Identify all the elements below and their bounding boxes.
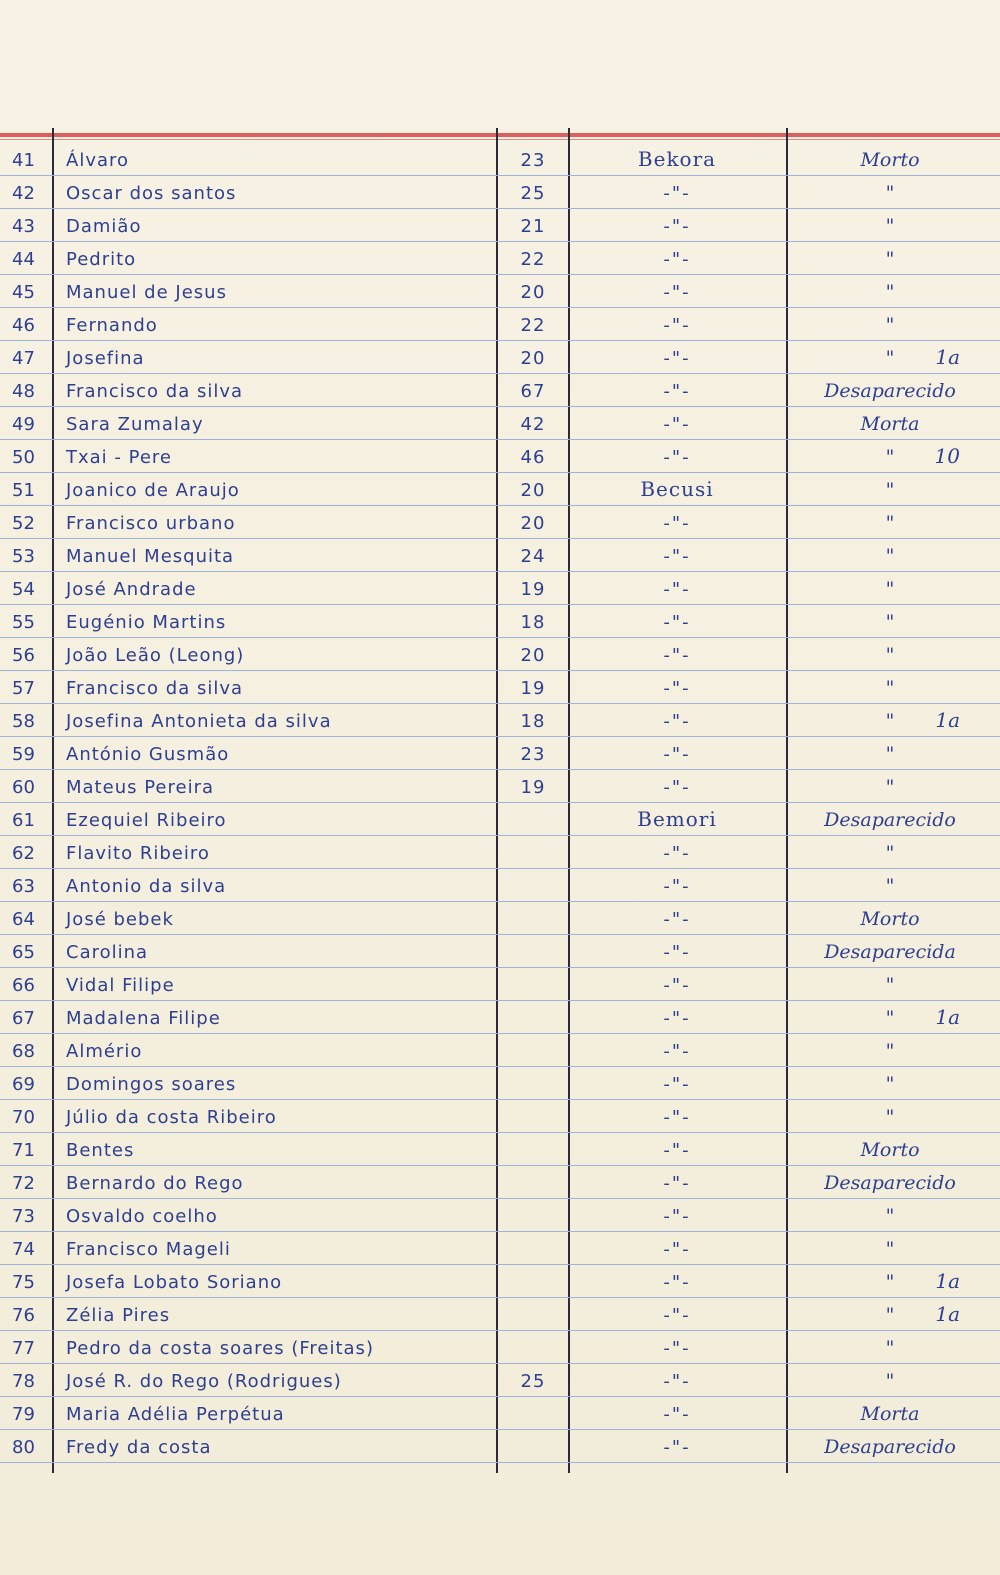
person-name: Bentes xyxy=(66,1140,135,1161)
row-note: 1a xyxy=(935,1005,960,1029)
row-number: 76 xyxy=(12,1305,35,1326)
table-row xyxy=(0,143,1000,176)
table-row xyxy=(0,1331,1000,1364)
table-row xyxy=(0,869,1000,902)
place-name: -"- xyxy=(663,381,691,402)
person-name: Eugénio Martins xyxy=(66,612,227,633)
person-name: Pedrito xyxy=(66,249,137,270)
person-age: 20 xyxy=(520,513,546,534)
status-text: " xyxy=(885,1271,895,1293)
person-name: Josefina Antonieta da silva xyxy=(66,711,332,732)
table-row xyxy=(0,968,1000,1001)
person-name: Francisco da silva xyxy=(66,678,244,699)
person-age: 67 xyxy=(520,381,546,402)
place-name: Bemori xyxy=(637,807,717,831)
status-text: " xyxy=(885,1073,895,1095)
status-text: " xyxy=(885,314,895,336)
person-name: Madalena Filipe xyxy=(66,1008,221,1029)
row-number: 62 xyxy=(12,843,35,864)
place-name: -"- xyxy=(663,876,691,897)
place-name: -"- xyxy=(663,942,691,963)
table-row xyxy=(0,1100,1000,1133)
status-text: Desaparecido xyxy=(824,1436,956,1458)
place-name: -"- xyxy=(663,843,691,864)
status-text: Desaparecida xyxy=(824,941,956,963)
row-note: 1a xyxy=(935,1269,960,1293)
row-number: 46 xyxy=(12,315,35,336)
row-note: 1a xyxy=(935,708,960,732)
place-name: -"- xyxy=(663,447,691,468)
row-number: 73 xyxy=(12,1206,35,1227)
person-age: 20 xyxy=(520,480,546,501)
table-row xyxy=(0,1067,1000,1100)
status-text: " xyxy=(885,743,895,765)
person-name: Francisco urbano xyxy=(66,513,236,534)
person-age: 19 xyxy=(520,678,546,699)
place-name: -"- xyxy=(663,1206,691,1227)
header-rule xyxy=(0,133,1000,137)
person-name: Pedro da costa soares (Freitas) xyxy=(66,1338,374,1359)
table-row xyxy=(0,1430,1000,1463)
place-name: -"- xyxy=(663,1404,691,1425)
status-text: " xyxy=(885,644,895,666)
status-text: " xyxy=(885,1370,895,1392)
table-row xyxy=(0,1298,1000,1331)
place-name: -"- xyxy=(663,678,691,699)
table-row xyxy=(0,407,1000,440)
person-age: 25 xyxy=(520,1371,546,1392)
row-number: 53 xyxy=(12,546,35,567)
person-age: 20 xyxy=(520,645,546,666)
person-name: Francisco Mageli xyxy=(66,1239,231,1260)
table-row xyxy=(0,275,1000,308)
status-text: " xyxy=(885,1007,895,1029)
person-name: João Leão (Leong) xyxy=(66,645,245,666)
place-name: -"- xyxy=(663,216,691,237)
place-name: Becusi xyxy=(640,477,714,501)
person-age: 21 xyxy=(520,216,546,237)
row-number: 66 xyxy=(12,975,35,996)
person-name: Osvaldo coelho xyxy=(66,1206,218,1227)
row-number: 60 xyxy=(12,777,35,798)
row-number: 54 xyxy=(12,579,35,600)
status-text: " xyxy=(885,446,895,468)
person-name: Domingos soares xyxy=(66,1074,237,1095)
row-number: 41 xyxy=(12,150,35,171)
table-row xyxy=(0,1397,1000,1430)
table-row xyxy=(0,539,1000,572)
table-row xyxy=(0,1166,1000,1199)
person-age: 19 xyxy=(520,777,546,798)
person-name: Antonio da silva xyxy=(66,876,227,897)
table-row xyxy=(0,1364,1000,1397)
row-number: 42 xyxy=(12,183,35,204)
person-name: Fernando xyxy=(66,315,158,336)
status-text: " xyxy=(885,1106,895,1128)
table-row xyxy=(0,1265,1000,1298)
place-name: -"- xyxy=(663,348,691,369)
person-age: 20 xyxy=(520,348,546,369)
person-age: 25 xyxy=(520,183,546,204)
status-text: " xyxy=(885,248,895,270)
row-number: 59 xyxy=(12,744,35,765)
status-text: Morto xyxy=(860,1139,920,1161)
person-age: 23 xyxy=(520,744,546,765)
person-name: Manuel de Jesus xyxy=(66,282,227,303)
table-row xyxy=(0,209,1000,242)
table-row xyxy=(0,440,1000,473)
status-text: Morta xyxy=(860,1403,920,1425)
person-name: José R. do Rego (Rodrigues) xyxy=(66,1371,342,1392)
row-number: 65 xyxy=(12,942,35,963)
person-name: Fredy da costa xyxy=(66,1437,212,1458)
place-name: -"- xyxy=(663,777,691,798)
place-name: -"- xyxy=(663,612,691,633)
table-row xyxy=(0,308,1000,341)
row-number: 49 xyxy=(12,414,35,435)
person-name: Vidal Filipe xyxy=(66,975,175,996)
status-text: Morto xyxy=(860,149,920,171)
status-text: " xyxy=(885,479,895,501)
row-number: 58 xyxy=(12,711,35,732)
row-number: 77 xyxy=(12,1338,35,1359)
person-age: 22 xyxy=(520,315,546,336)
place-name: -"- xyxy=(663,744,691,765)
status-text: " xyxy=(885,1205,895,1227)
table-row xyxy=(0,803,1000,836)
person-name: Joanico de Araujo xyxy=(66,480,240,501)
row-number: 70 xyxy=(12,1107,35,1128)
place-name: -"- xyxy=(663,1305,691,1326)
person-name: Sara Zumalay xyxy=(66,414,204,435)
person-name: Josefina xyxy=(66,348,145,369)
row-number: 69 xyxy=(12,1074,35,1095)
person-name: Almério xyxy=(66,1041,143,1062)
table-row xyxy=(0,176,1000,209)
place-name: -"- xyxy=(663,711,691,732)
row-number: 44 xyxy=(12,249,35,270)
status-text: " xyxy=(885,611,895,633)
row-number: 63 xyxy=(12,876,35,897)
status-text: " xyxy=(885,875,895,897)
place-name: -"- xyxy=(663,1107,691,1128)
place-name: Bekora xyxy=(637,147,717,171)
person-name: Josefa Lobato Soriano xyxy=(66,1272,283,1293)
table-row xyxy=(0,473,1000,506)
person-name: Damião xyxy=(66,216,142,237)
person-name: Júlio da costa Ribeiro xyxy=(66,1107,277,1128)
ledger-rows xyxy=(0,143,1000,1463)
place-name: -"- xyxy=(663,645,691,666)
person-name: José bebek xyxy=(66,909,174,930)
table-row xyxy=(0,572,1000,605)
row-number: 72 xyxy=(12,1173,35,1194)
place-name: -"- xyxy=(663,579,691,600)
person-name: Manuel Mesquita xyxy=(66,546,235,567)
status-text: " xyxy=(885,1337,895,1359)
person-name: Flavito Ribeiro xyxy=(66,843,210,864)
place-name: -"- xyxy=(663,414,691,435)
person-age: 24 xyxy=(520,546,546,567)
status-text: " xyxy=(885,1040,895,1062)
row-number: 67 xyxy=(12,1008,35,1029)
header-rule-secondary xyxy=(0,139,1000,140)
row-number: 74 xyxy=(12,1239,35,1260)
place-name: -"- xyxy=(663,1371,691,1392)
status-text: Desaparecido xyxy=(824,380,956,402)
table-row xyxy=(0,374,1000,407)
table-row xyxy=(0,1001,1000,1034)
table-row xyxy=(0,605,1000,638)
person-age: 18 xyxy=(520,612,546,633)
person-age: 19 xyxy=(520,579,546,600)
status-text: " xyxy=(885,215,895,237)
row-number: 51 xyxy=(12,480,35,501)
person-age: 20 xyxy=(520,282,546,303)
row-number: 64 xyxy=(12,909,35,930)
row-number: 55 xyxy=(12,612,35,633)
place-name: -"- xyxy=(663,1239,691,1260)
place-name: -"- xyxy=(663,1074,691,1095)
person-name: Zélia Pires xyxy=(66,1305,171,1326)
table-row xyxy=(0,935,1000,968)
place-name: -"- xyxy=(663,1041,691,1062)
table-row xyxy=(0,1199,1000,1232)
table-row xyxy=(0,1232,1000,1265)
person-name: Oscar dos santos xyxy=(66,183,237,204)
place-name: -"- xyxy=(663,282,691,303)
person-age: 18 xyxy=(520,711,546,732)
place-name: -"- xyxy=(663,183,691,204)
place-name: -"- xyxy=(663,249,691,270)
status-text: " xyxy=(885,512,895,534)
row-number: 61 xyxy=(12,810,35,831)
status-text: " xyxy=(885,842,895,864)
place-name: -"- xyxy=(663,513,691,534)
status-text: " xyxy=(885,1238,895,1260)
status-text: " xyxy=(885,347,895,369)
table-row xyxy=(0,671,1000,704)
table-row xyxy=(0,506,1000,539)
place-name: -"- xyxy=(663,1272,691,1293)
row-number: 57 xyxy=(12,678,35,699)
row-note: 10 xyxy=(934,444,960,468)
person-age: 42 xyxy=(520,414,546,435)
place-name: -"- xyxy=(663,546,691,567)
table-row xyxy=(0,1133,1000,1166)
place-name: -"- xyxy=(663,975,691,996)
table-row xyxy=(0,836,1000,869)
status-text: Desaparecido xyxy=(824,1172,956,1194)
person-name: José Andrade xyxy=(66,579,197,600)
status-text: " xyxy=(885,710,895,732)
row-number: 45 xyxy=(12,282,35,303)
person-name: António Gusmão xyxy=(66,744,230,765)
row-number: 47 xyxy=(12,348,35,369)
table-row xyxy=(0,242,1000,275)
person-name: Ezequiel Ribeiro xyxy=(66,810,227,831)
status-text: " xyxy=(885,578,895,600)
status-text: " xyxy=(885,776,895,798)
table-row xyxy=(0,341,1000,374)
person-age: 23 xyxy=(520,150,546,171)
row-number: 52 xyxy=(12,513,35,534)
status-text: Morta xyxy=(860,413,920,435)
person-name: Álvaro xyxy=(66,150,130,171)
status-text: " xyxy=(885,974,895,996)
table-row xyxy=(0,638,1000,671)
row-number: 80 xyxy=(12,1437,35,1458)
place-name: -"- xyxy=(663,1338,691,1359)
row-number: 50 xyxy=(12,447,35,468)
status-text: " xyxy=(885,281,895,303)
table-row xyxy=(0,902,1000,935)
place-name: -"- xyxy=(663,909,691,930)
person-age: 22 xyxy=(520,249,546,270)
person-name: Mateus Pereira xyxy=(66,777,214,798)
row-number: 75 xyxy=(12,1272,35,1293)
row-number: 78 xyxy=(12,1371,35,1392)
place-name: -"- xyxy=(663,1437,691,1458)
row-note: 1a xyxy=(935,1302,960,1326)
person-name: Txai - Pere xyxy=(66,447,172,468)
row-number: 79 xyxy=(12,1404,35,1425)
table-row xyxy=(0,1034,1000,1067)
row-number: 48 xyxy=(12,381,35,402)
status-text: " xyxy=(885,1304,895,1326)
status-text: " xyxy=(885,182,895,204)
person-name: Bernardo do Rego xyxy=(66,1173,244,1194)
place-name: -"- xyxy=(663,315,691,336)
place-name: -"- xyxy=(663,1140,691,1161)
row-number: 68 xyxy=(12,1041,35,1062)
place-name: -"- xyxy=(663,1008,691,1029)
table-row xyxy=(0,737,1000,770)
person-name: Francisco da silva xyxy=(66,381,244,402)
row-number: 56 xyxy=(12,645,35,666)
status-text: " xyxy=(885,677,895,699)
place-name: -"- xyxy=(663,1173,691,1194)
row-number: 43 xyxy=(12,216,35,237)
table-row xyxy=(0,770,1000,803)
status-text: Morto xyxy=(860,908,920,930)
status-text: " xyxy=(885,545,895,567)
row-note: 1a xyxy=(935,345,960,369)
person-name: Carolina xyxy=(66,942,149,963)
table-row xyxy=(0,704,1000,737)
person-name: Maria Adélia Perpétua xyxy=(66,1404,285,1425)
status-text: Desaparecido xyxy=(824,809,956,831)
person-age: 46 xyxy=(520,447,546,468)
row-number: 71 xyxy=(12,1140,35,1161)
